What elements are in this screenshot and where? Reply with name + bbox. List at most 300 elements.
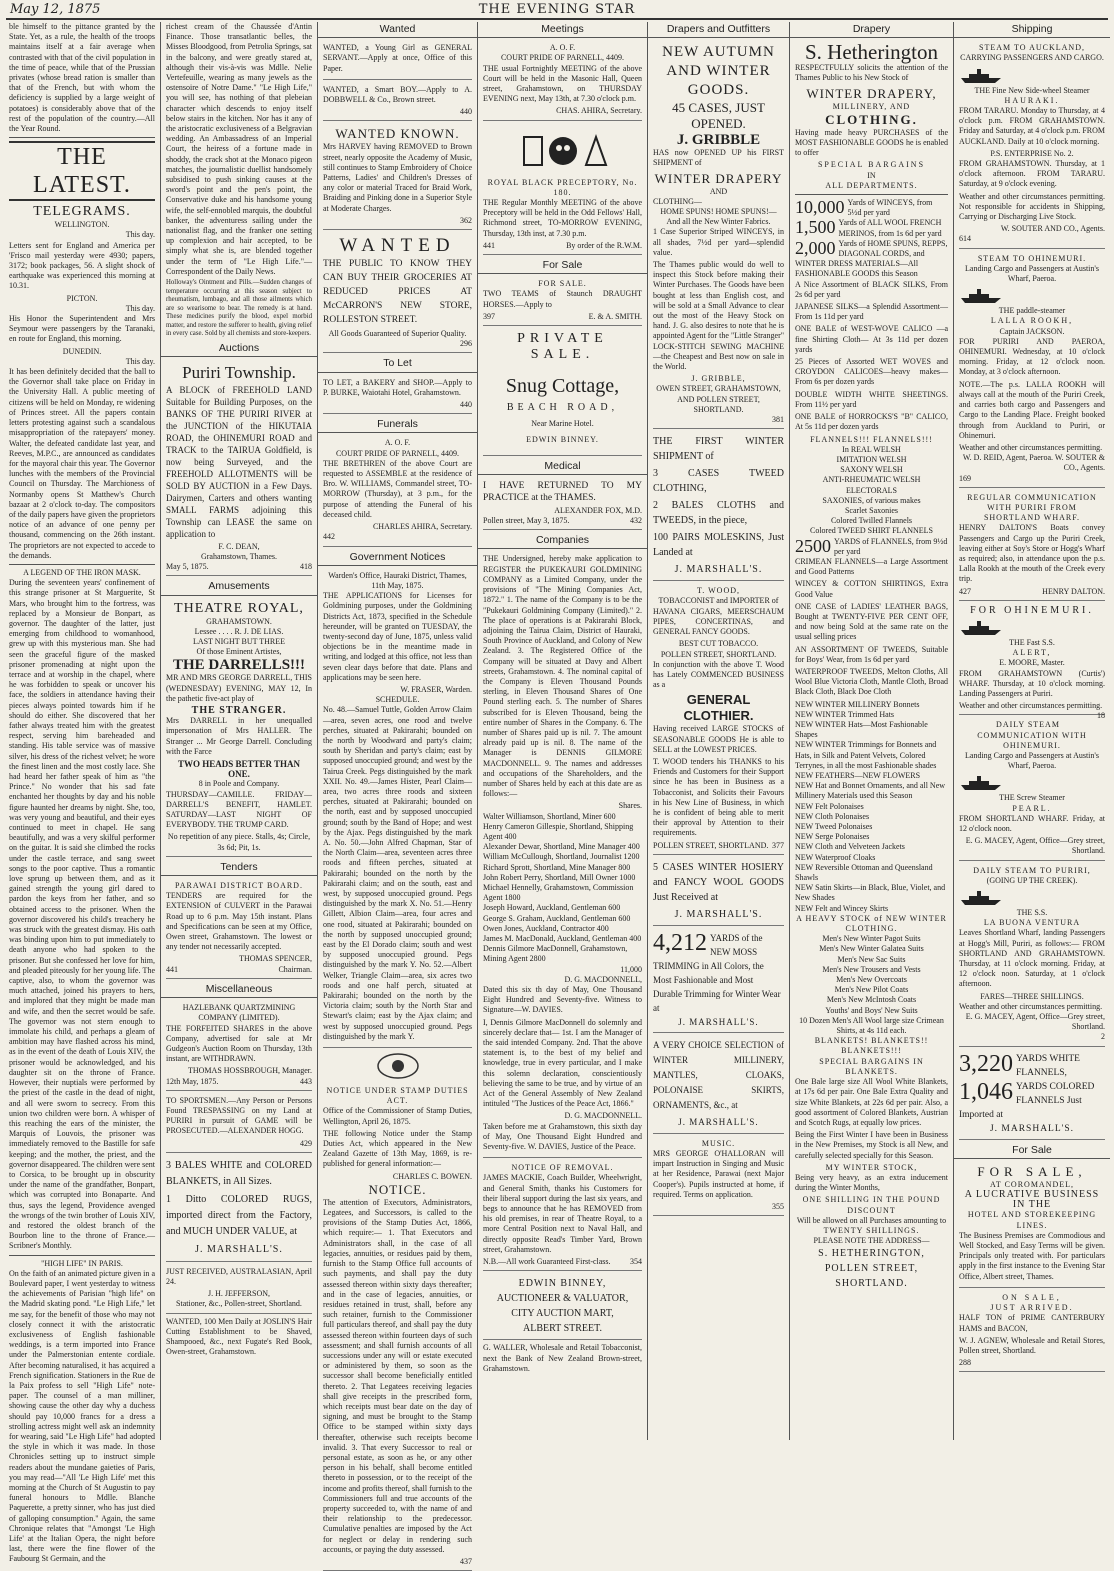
removal-body: JAMES MACKIE, Coach Builder, Wheelwright, and General Smith, thanks his Customers for their liberal support during the last six years, and begs to announce that he has REMOVED from his old premises, in rear of Theatre Royal, to a more Central Position next to Naval Hall, and directly opposite Read's Timber Yard, Brown street, Grahamstown. <box>483 1173 642 1254</box>
section-meetings: Meetings <box>478 22 647 38</box>
best-cut-line: BEST CUT TOBACCO. <box>678 639 759 649</box>
snug-cottage: Snug Cottage, <box>505 375 620 398</box>
marshall-signature: J. MARSHALL'S. <box>195 1243 283 1255</box>
puriri-date: May 5, 1875. <box>166 562 209 572</box>
homespuns-text: Yards of HOME SPUNS, REPPS, DIAGONAL CORDS, and WINTER DRESS MATERIALS—All FASHIONABLE GOODS this Season <box>795 238 948 279</box>
flannels-yards: 2500 <box>795 535 831 556</box>
advert-number: 296 <box>460 339 472 349</box>
hazlebank-date: 12th May, 1875. <box>166 1076 219 1086</box>
hetherington-street: POLLEN STREET, <box>824 1263 919 1275</box>
all-new-line: And all the New Winter Fabrics. <box>666 217 771 227</box>
advert-number: 169 <box>959 473 971 483</box>
menswear-item: Men's New Sac Suits <box>837 954 906 964</box>
coromandel-line: AT COROMANDEL, <box>989 1179 1075 1189</box>
rugs-line: 1 Ditto COLORED RUGS, imported direct from the Factory, and MUCH UNDER VALUE, at <box>166 1193 312 1237</box>
medical-advert <box>483 478 642 530</box>
hauraki-agents: W. SOUTER AND CO., Agents. <box>1000 224 1105 234</box>
pearl-agent: E. G. MACEY, Agent, Office—Grey street, Shortland. <box>965 836 1105 856</box>
menswear-item: Men's New Winter Pagot Suits <box>822 934 921 944</box>
received-line: Having received LARGE STOCKS of SEASONABLE GOODS He is able to SELL at the LOWEST PRICES. <box>653 724 784 754</box>
stamp-signature: CHARLES C. BOWEN. <box>392 1171 472 1181</box>
pearl-heading: DAILY STEAM COMMUNICATION WITH OHINEMURI. <box>977 720 1087 750</box>
home-spuns: HOME SPUNS! HOME SPUNS!— <box>660 207 777 217</box>
flannel-item: SAXONY WELSH <box>840 465 903 475</box>
section-drapery: Drapery <box>790 22 953 38</box>
clothing-line: CLOTHING— <box>653 196 702 206</box>
preceptory-signature: By order of the R.W.M. <box>566 240 642 250</box>
funeral-advert <box>323 436 472 546</box>
blankets-heading: BLANKETS! BLANKETS!! BLANKETS!!! <box>814 1036 929 1056</box>
homespuns-yards: 2,000 <box>795 237 836 258</box>
ohinemuri-sub: Landing Cargo and Passengers at Austin's Wharf, Paeroa. <box>965 263 1099 284</box>
new-goods-item: NEW Cloth Polonaises <box>795 811 870 821</box>
shareholder-list <box>483 812 642 965</box>
wanted-girl-text: WANTED, a Young Girl as GENERAL SERVANT.—Apply at once, Office of this Paper. <box>323 43 472 73</box>
section-drapers: Drapers and Outfitters <box>648 22 789 38</box>
puriri-steam-sub: (GOING UP THE CREEK). <box>986 875 1078 885</box>
new-goods-item: NEW WINTER MILLINERY Bonnets <box>795 699 920 709</box>
crimean-line: CRIMEAN FLANNELS—a Large Assortment and Good Patterns <box>795 556 948 577</box>
moleskins-line: 100 PAIRS MOLESKINS, Just Landed at <box>653 532 784 559</box>
flannels-offer <box>795 537 948 557</box>
puriri-advert <box>166 360 312 577</box>
marshall-signature: J. MARSHALL'S. <box>989 1123 1075 1134</box>
marshall-signature: J. MARSHALL'S. <box>678 1016 759 1027</box>
general-clothier: GENERAL CLOTHIER. <box>683 692 754 724</box>
jefferson-advert <box>166 1265 312 1314</box>
programme: THURSDAY—CAMILLE. FRIDAY—DARRELL'S BENEFIT, HAMLET. SATURDAY—LAST NIGHT OF EVERYBODY. THE TRUMP CARD. <box>166 789 312 830</box>
allowed-line: Will be allowed on all Purchases amounting to <box>796 1215 947 1225</box>
high-life-body: On the faith of an animated picture given in a Boulevard paper, I went yesterday to witness the achievements of Parisian "high life" on the Madrid skating pond. "Le High Life," let me say, for the benefit of those who may not closely connect it with the aristocratic exclusiveness of English fashionable weddings, is a term imported into France under the Palmerstonian entente cordiale. After becoming naturalised, it has acquired a French signification. Stationers in the Rue de la Paix profess to sell "High Life" note-paper. The counsel of a man milliner, showing cause the other day why a duchess should pay 10,000 francs for a dress a strolling actress might well ask an indemnity for wearing, said "Le High Life" had adopted the style in which it was made. In those Chronicles setting up to instruct simple readers about the mundane gaieties of Paris, you may read—"All 'Le High Life' met this morning at the Church of St Augustin to pay funeral honours to Mdlle. Blanche Paquerette, a pretty sinner, who has just died of galloping consumption." Again, the same Chronique relates that "Amongst 'Le High Life' at the Italian Opera, the night before last, there were the fine flower of the Faubourg St Germain, and the <box>9 1268 155 1564</box>
new-goods-item: NEW Reversible Ottoman and Queensland Shawls <box>795 862 933 883</box>
alert-name: ALERT, <box>1012 648 1052 658</box>
coromandel-advert <box>959 1162 1105 1288</box>
section-medical: Medical <box>478 459 647 475</box>
section-miscellaneous: Miscellaneous <box>161 982 317 998</box>
medical-body: I HAVE RETURNED TO MY PRACTICE at the THAMES. <box>483 480 642 503</box>
wanted-boy-advert <box>323 83 472 122</box>
three-cases-line: 3 CASES TWEED CLOTHING, <box>653 468 784 495</box>
marshall-signature: J. MARSHALL'S. <box>674 564 763 576</box>
pukekauri-body: THE Undersigned, hereby make application to REGISTER the PUKEKAURI GOLDMINING COMPANY as a Limited Company, under the provisions of "The Mining Companies Act, 1872." 1. The name of the Company is to be the "Pukekauri Goldmining Company (Limited)." 2. The place of operations is at Pakirarahi Block, adjoining the Tairua Claim, District of Hauraki, South Province of Auckland, and Colony of New Zealand. 3. The Registered Office of the Company will be situated at Davy and Albert streets, Grahamstown. 4. The nominal capital of the Company is Eleven Thousand Pounds sterling, in Eleven Thousand Shares of One Pound sterling each. 5. The number of Shares subscribed for is Eleven Thousand, being the entire number of Shares in the Company. 6. The number of Shares paid up is nil. 7. The amount already paid up is nil. 8. The name of the Manager is DENNIS GILMORE MACDONNELL. 9. The names and addresses and occupations of the Shareholders, and the number of Shares held by each at this date are as follows:— <box>483 554 642 799</box>
blankets-body: One Bale large size All Wool White Blankets, at 17s 6d per pair. One Bale Extra Quality and size White Blankets, at 22s 6d per pair. Also, a good assortment of Colored Blankets, Austrian and Scotch Rugs, at equally low prices. <box>795 1077 948 1127</box>
preceptory-heading: ROYAL BLACK PRECEPTORY, No. 180. <box>487 177 638 197</box>
flannel-item: Colored TWEED SHIRT FLANNELS <box>810 526 933 536</box>
high-life-continuation: richest cream of the Chaussée d'Antin Finance. Those transatlantic belles, the Misses Bloodgood, from Petrolia Springs, sat in the balcony, and were greatly stared at, although their vis-à-vis was Mdlle. Nelie Vertefeuille, wearing as many jewels as the ostensoire of Notre Dame." "Le High Life," you will see, has nothing of that plebeian character which descends to enjoy itself below stairs in the kitchen. Nor has it any of the aristocratic exclusiveness of a Belgravian wedding. An Ambassadress of an Imperial Court, the heiress of a fortune made in shoddy, the crack shot at the Monaco pigeon matches, the journalistic duellist handsomely subsidised to push sinking causes at the sword's point and the pen's point, the Conservative duke and his handsome young wife, the self-ennobled marquis, the doubtful banker, the adventuress sailing under the nationalist flag, and the franker one setting up complexion and hair accepted, to be simply what she is, are blended together under the term of "Le High Life."—Correspondent of the Daily News. <box>166 22 312 276</box>
auckland-sub: CARRYING PASSENGERS AND CARGO. <box>960 53 1104 63</box>
and-line: AND <box>709 186 728 196</box>
binney-mart: CITY AUCTION MART, <box>511 1308 614 1320</box>
holloway-notice: Holloway's Ointment and Pills.—Sudden changes of temperature occurring at this season subject to rheumatism, lumbago, and all those ailments which are so wearisome to bear. The remedy is at hand. These medicines purify the blood, expel morbid matter, and restore the sufferer to health, giving relief in every case. Sold by all chemists and store-keepers. <box>166 279 312 338</box>
music-heading: MUSIC. <box>701 1138 736 1148</box>
shirtings-line: WINCEY & COTTON SHIRTINGS, Extra Good Value <box>795 579 948 599</box>
groceries-body: THE PUBLIC TO KNOW THEY CAN BUY THEIR GROCERIES AT REDUCED PRICES AT McCARRON'S NEW STORE, ROLLESTON STREET. <box>323 259 472 326</box>
address-note: PLEASE NOTE THE ADDRESS— <box>813 1236 930 1246</box>
lalla-intro: THE paddle-steamer <box>998 306 1066 316</box>
wanted-men-advert: WANTED, 100 Men Daily at JOSLIN'S Hair Cutting Establishment to be Shaved, Shampooed, &c., next Fugate's Red Book, Owen-street, Grahamstown. <box>166 1316 312 1357</box>
colored-flannels <box>959 1080 1105 1122</box>
merinos-offer <box>795 218 948 238</box>
schedule-body: No. 48.—Samuel Tuttle, Golden Arrow Claim—area, seven acres, one rood and twelve perches, situated at Pakirarahi; bounded on the north by Woodward and party's claim; south by Sheridan and party's claim; east by supposed unoccupied ground; and west by the Tairua Creek. Pegs distinguished by the mark XXII. No. 49.—James Hister, Pearl Claim—area, two acres three roods and sixteen perches, situated at Pakirarahi; bounded on the north, east and by supposed unoccupied ground; south by the Band of Hope; and west by the Ajax. Pegs distinguished by the mark A. No. 50.—John Alfred Chapman, Star of the North Claim—area, seventeen acres three roods and fifteen perches, situated at Pakirarahi; bounded on the north by the Pakirarahi claim; and on the south, east and west, by supposed unoccupied ground. Pegs distinguished by the mark X. No. 51.—Henry Gillett, Albion Claim—area, four acres and one rood, situated at Pakirarahi; bounded on the north by supposed unoccupied ground; east by the El Dorado claim; south and west by supposed unoccupied ground. Pegs distinguished by the mark Y. No. 52.—Albert Welker, Triangle Claim—area, six acres two roods and one half perch, situated at Pakirarahi; bounded on the north by the Victoria claim; south by the North Star and Stewart's claim; east by the Ajax claim; and west by supposed unoccupied ground. Pegs distinguished by the mark Y. <box>323 705 472 1041</box>
page-header <box>0 0 1114 22</box>
new-goods-list <box>795 700 948 914</box>
dateline-day: This day. <box>125 356 155 366</box>
cottage-signature: EDWIN BINNEY. <box>526 435 599 445</box>
engagement-line: Of those Eminent Artistes, <box>196 647 282 657</box>
auckland-heading: STEAM TO AUCKLAND, <box>979 43 1085 53</box>
dateline-day: This day. <box>125 303 155 313</box>
new-goods-item: NEW Satin Skirts—in Black, Blue, Violet, and New Shades <box>795 883 946 903</box>
shareholder-entry: Owen Jones, Auckland, Contractor 400 <box>483 923 609 933</box>
millinery-text: A VERY CHOICE SELECTION of WINTER MILLINERY, MANTLES, CLOAKS, POLONAISE SKIRTS, ORNAMENTS, &c., at <box>653 1039 784 1110</box>
shareholder-entry: George S. Graham, Auckland, Gentleman 600 <box>483 913 631 923</box>
advert-number: 288 <box>959 1358 971 1368</box>
flannel-item: In REAL WELSH <box>842 444 901 454</box>
advert-number: 432 <box>630 516 642 526</box>
high-life-title: "HIGH LIFE" IN PARIS. <box>41 1258 123 1268</box>
hauraki-advert <box>959 41 1105 248</box>
gribble-advert <box>653 41 784 429</box>
hetherington-signature: S. HETHERINGTON, <box>818 1248 925 1260</box>
music-advert <box>653 1137 784 1216</box>
pukekauri-dated: Dated this six th day of May, One Thousand Eight Hundred and Seventy-five. Witness to Signature—W. DAVIES. <box>483 985 642 1015</box>
column-drapery <box>790 22 954 1440</box>
divider <box>9 137 155 138</box>
gribble-address: OWEN STREET, GRAHAMSTOWN, <box>656 384 781 394</box>
section-for-sale: For Sale <box>954 1143 1110 1159</box>
puriri-steam-heading: DAILY STEAM TO PURIRI, <box>973 865 1091 875</box>
steamer-icon <box>959 66 1003 84</box>
gribble-name: J. GRIBBLE <box>676 132 761 149</box>
stamp-body: THE following Notice under the Stamp Duties Act, which appeared in the New Zealand Gazette of 13th May, 1869, is re-published for general information:— <box>323 1128 472 1169</box>
dalton-signature: HENRY DALTON. <box>1042 586 1105 596</box>
lessee-line: Lessee . . . . R. J. DE LIAS. <box>194 626 284 636</box>
bakery-advert <box>323 376 472 415</box>
wanted-known-body: Mrs HARVEY having REMOVED to Brown street, nearly opposite the Academy of Music, still continues to Stamp Embroidery of Choice Patterns, Ladies' and Children's Dresses of any color or material Traced for Braid Work, Braiding and Pinking done in a Superior Style at Moderate Charges. <box>323 142 472 213</box>
buona-fares: FARES—THREE SHILLINGS. <box>980 991 1084 1001</box>
wincey-line: 1 Case Superior Striped WINCEYS, in all shades, 7½d per yard—splendid value. <box>653 227 784 257</box>
flannels-heading: FLANNELS!!! FLANNELS!!! <box>810 434 933 444</box>
shareholder-entry: Richard Sprott, Shortland, Mine Manager 800 <box>483 862 631 872</box>
telegram-picton: His Honor the Superintendent and Mrs Seymour were passengers by the Taranaki, en route for England, this morning. <box>9 314 155 344</box>
section-wanted: Wanted <box>318 22 477 38</box>
horses-advert <box>483 277 642 326</box>
new-goods-item: NEW Felt and Wincey Skirts <box>795 903 889 913</box>
jefferson-name: J. H. JEFFERSON, <box>207 1289 270 1299</box>
shareholder-entry: Henry Cameron Gillespie, Shortland, Shipping Agent 400 <box>483 821 634 841</box>
hotel-line: HOTEL AND STOREKEEPING LINES. <box>967 1210 1097 1230</box>
winceys-offer <box>795 198 948 218</box>
gribble-intro: HAS now OPENED UP his FIRST SHIPMENT of <box>653 148 784 168</box>
new-goods-item: NEW Serge Polonaises <box>795 832 870 842</box>
advert-number: 355 <box>772 1201 784 1211</box>
shareholder-entry: Alexander Dewar, Shortland, Mine Manager 400 <box>483 842 640 852</box>
telegram-wellington: Letters sent for England and America per 'Frisco mail yesterday were 4930; papers, 3172; book packages, 56. A slight shock of earthquake was experienced this morning at 10.31. <box>9 240 155 291</box>
blankets-advert <box>166 1156 312 1262</box>
steamer-icon <box>959 888 1003 906</box>
tobacconist-line: TOBACCONIST and IMPORTER of <box>658 596 779 606</box>
hazlebank-heading: HAZLEBANK QUARTZMINING COMPANY (LIMITED). <box>182 1003 296 1023</box>
column-wanted <box>318 22 478 1566</box>
new-goods-item: NEW Tweed Polonaises <box>795 822 873 832</box>
menswear-list <box>795 934 948 1036</box>
stamp-notice <box>323 1084 472 1571</box>
premises-note: Being the First Winter I have been in Business in the New Premises, my Stock is all New, and carefully selected specially for this Season. <box>795 1130 948 1160</box>
binney-advert <box>483 1274 642 1340</box>
shareholder-entry: Walter Williamson, Shortland, Miner 600 <box>483 811 616 821</box>
flannel-item: Scarlet Saxonies <box>844 505 899 515</box>
white-text: YARDS WHITE FLANNELS, <box>1016 1053 1080 1078</box>
enterprise-heading: P.S. ENTERPRISE No. 2. <box>990 148 1074 158</box>
advert-number: 18 <box>1097 711 1105 721</box>
advert-number: 440 <box>460 107 472 117</box>
parawai-role: Chairman. <box>278 964 312 974</box>
preceptory-meeting <box>483 124 642 255</box>
steamer-icon <box>959 773 1003 791</box>
section-for-sale: For Sale <box>478 258 647 274</box>
wanted-girl-advert <box>323 41 472 80</box>
binney-role: AUCTIONEER & VALUATOR, <box>496 1293 629 1305</box>
moss-trimming-text: YARDS of the NEW MOSS TRIMMING in All Colors, the Most Fashionable and Most Durable Trimming for Winter Wear at <box>653 932 781 1013</box>
flannel-item: IMITATION WELSH <box>836 454 907 464</box>
column-drapers <box>648 22 790 1440</box>
masonic-emblem <box>518 129 608 175</box>
buona-conditions: Weather and other circumstances permitting. <box>959 1001 1103 1011</box>
theatre-location: GRAHAMSTOWN. <box>206 616 272 626</box>
divider <box>9 1255 155 1256</box>
section-to-let: To Let <box>318 356 477 372</box>
lalla-captain: Captain JACKSON. <box>999 326 1065 336</box>
for-sale-heading: FOR SALE, <box>977 1163 1087 1179</box>
removal-note: N.B.—All work Guaranteed First-class. <box>483 1257 611 1267</box>
advert-number: 429 <box>300 1138 312 1148</box>
stamp-sub: Office of the Commissioner of Stamp Duties, Wellington, April 26, 1875. <box>323 1106 472 1126</box>
theatre-advert <box>166 599 312 857</box>
menswear-item: Men's New Winter Galatea Suits <box>819 944 924 954</box>
homespuns-offer <box>795 239 948 280</box>
wanted-known-advert <box>323 124 472 230</box>
hams-advert <box>959 1291 1105 1372</box>
section-government-notices: Government Notices <box>318 550 477 566</box>
bags-line: ONE CASE of LADIES' LEATHER BAGS, Bought at TWENTY-FIVE PER CENT OFF, and now being Sold at the same rate on the usual selling prices <box>795 601 948 642</box>
notice-body: The attention of Executors, Administrators, Legatees, and Successors, is called to the provisions of the Stamp Duties Act, 1866, which require:— 1. That Executors and Administrators shall, in the case of all legacies, annuities, or residues paid by them, furnish to the Stamp Office full accounts of such payments, and shall pay the duty assessed thereon within sixty days thereafter; and in the case of legacies, annuities, or residues retained in trust, shall, before any such retainer, furnish to the Commissioner full particulars thereof, and shall pay the duty assessed thereon within fourteen days of such assessment; and shall furnish accounts of all successions under any will or estate executed or administered by them, so soon as the successor shall become beneficially entitled thereto. 2. That Legatees receiving legacies shall give receipts in the prescribed form, which receipts must bear date on the day of signing, and must be brought to the Stamp Office to be stamped within sixty days thereafter, otherwise such receipts become invalid. 3. That every Successor to real or personal estate, as soon as he, or any other person in his behalf, shall become entitled thereto in possession, or to the receipt of the income and profits thereof, shall furnish to the Commissioners full and true accounts of the property succeeded to, with the name of and their relationship to the predecessor. Cumulative penalties are imposed by the Act for neglect or delay in rendering such accounts, or paying the duty assessed. <box>323 1197 472 1554</box>
warden-body: THE APPLICATIONS for Licenses for Goldmining purposes, under the Goldmining Districts Act, 1873, specified in the Schedule hereunder, will be granted on TUESDAY, the twenty-second day of June, 1875, unless valid objections be in the meantime made in writing, and lodged at this office, not less than seven clear days before that date. Plans and applications may be seen here. <box>323 591 472 682</box>
hams-line: HALF TON of PRIME CANTERBURY HAMS and BACON, <box>959 1313 1105 1333</box>
music-body: MRS GEORGE O'HALLORAN will impart Instruction in Singing and Music at her Residence, Parawai (next Major Cooper's). Pupils instructed at home, if required. Terms on application. <box>653 1148 784 1199</box>
flannel-list <box>795 445 948 537</box>
in-line: IN <box>867 170 876 180</box>
agnew-signature: W. J. AGNEW, Wholesale and Retail Stores, Pollen street, Shortland. <box>959 1335 1105 1355</box>
just-received: JUST RECEIVED, AUSTRALASIAN, April 24. <box>166 1266 312 1286</box>
pukekauri-notice <box>483 552 642 1158</box>
declaration-taken: Taken before me at Grahamstown, this sixth day of May, One Thousand Eight Hundred and Seventy-five. W. DAVIES, Justice of the Peace. <box>483 1121 642 1152</box>
lalla-note: NOTE.—The p.s. LALLA ROOKH will always call at the mouth of the Puriri Creek, and carries both cargo and Passengers and Cargo to the Landing Place. Freight booked through from Auckland to Puriri, or Ohinemuri. <box>959 379 1105 440</box>
parawai-advert <box>166 879 312 979</box>
advert-number: 354 <box>630 1257 642 1267</box>
horrocks-line: ONE BALE of HORROCKS'S "B" CALICO, At 5s 11d per dozen yards <box>795 412 948 432</box>
on-sale: ON SALE, <box>1002 1292 1062 1302</box>
colored-yards: 1,046 <box>959 1078 1013 1105</box>
hosiery-line: 5 CASES WINTER HOSIERY and FANCY WOOL GOODS Just Received at <box>653 861 784 903</box>
wood-address: POLLEN STREET, SHORTLAND. <box>660 649 777 659</box>
removal-heading: NOTICE OF REMOVAL. <box>511 1163 614 1173</box>
dateline-dunedin: DUNEDIN. <box>62 346 102 356</box>
pearl-name: PEARL. <box>1012 803 1052 813</box>
advert-number: 362 <box>460 215 472 225</box>
alert-intro: THE Fast S.S. <box>1009 637 1055 647</box>
winceys-yards: 10,000 <box>795 197 845 218</box>
aof-meeting <box>483 41 642 120</box>
hetherington-intro: RESPECTFULLY solicits the attention of the Thames Public to his New Stock of <box>795 63 948 83</box>
white-yards: 3,220 <box>959 1050 1013 1077</box>
funeral-court: COURT PRIDE OF PARNELL, 4409. <box>335 448 460 458</box>
white-flannels <box>959 1052 1105 1080</box>
merinos-yards: 1,500 <box>795 217 836 238</box>
flannels-text: YARDS of FLANNELS, from 9½d per yard <box>834 536 948 556</box>
section-funerals: Funerals <box>318 417 477 433</box>
issue-date: May 12, 1875 <box>10 2 101 17</box>
conjunction-line: In conjunction with the above T. Wood has Lately COMMENCED BUSINESS as a <box>653 659 784 690</box>
buona-ventura-advert <box>959 864 1105 1047</box>
flannel-item: Colored Twilled Flannels <box>830 516 913 526</box>
private-sale-heading: PRIVATE SALE. <box>517 331 608 363</box>
wanted-known-heading: WANTED KNOWN. <box>335 126 460 142</box>
buona-schedule: Leaves Shortland Wharf, landing Passengers at Hogg's Mill, Puriri, as follows:— FROM SHORTLAND AND GRAHAMSTOWN. Thursday, at 11 o'clock morning. Friday, at 12 o'clock noon. Saturday, at 1 o'clock afternoon. <box>959 928 1105 989</box>
all-departments: ALL DEPARTMENTS. <box>825 180 918 190</box>
article-continuation: ble himself to the pittance granted by the State. Yet, as a rule, the health of the troops maintains itself at a fair average when contrasted with that of the civil population in the time of peace, while that of the Prussian privates (whose bread ration is smaller than that of the French, but with whom the deficiency is supplied by a large weight of potatoes) is considerably above that of the rest of the population of the country.—All the Year Round. <box>9 22 155 134</box>
stranger-heading: THE STRANGER. <box>191 705 287 717</box>
merinos-text: Yards of ALL WOOL FRENCH MERINOS, from 1s 6d per yard <box>838 218 942 238</box>
pearl-schedule: FROM SHORTLAND WHARF. Friday, at 12 o'clock noon. <box>959 813 1105 833</box>
waller-advert: G. WALLER, Wholesale and Retail Tobacconist, next the Bank of New Zealand Brown-street, Grahamstown. <box>483 1343 642 1373</box>
warden-signature: W. FRASER, Warden. <box>400 684 472 694</box>
medical-place: Pollen street, May 3, 1875. <box>483 516 570 526</box>
black-silks: A Nice Assortment of BLACK SILKS, From 2s 6d per yard <box>795 279 948 299</box>
my-winter-stock: MY WINTER STOCK, <box>825 1162 918 1172</box>
alert-heading: FOR OHINEMURI. <box>970 604 1094 616</box>
menswear-item: Men's New McIntosh Coats <box>826 995 917 1005</box>
new-goods-item: NEW Waterproof Cloaks <box>795 852 876 862</box>
hauraki-intro: THE Fine New Side-wheel Steamer <box>974 85 1090 95</box>
pearl-sub: Landing Cargo and Passengers at Austin's Wharf, Paeroa. <box>965 750 1099 771</box>
menswear-item: Men's New Pilot Coats <box>834 985 909 995</box>
hetherington-town: SHORTLAND. <box>835 1278 908 1290</box>
cases-opened: 45 CASES, JUST OPENED. <box>672 100 765 132</box>
menswear-item: 10 Dozen Men's All Wool large size Crimean Shirts, at 4s 11d each. <box>799 1015 944 1036</box>
puriri-signature: F. C. DEAN, <box>218 541 260 551</box>
tweeds-line: AN ASSORTMENT OF TWEEDS, Suitable for Boys' Wear, from 1s 6d per yard <box>795 644 948 664</box>
calico-line: ONE BALE of WEST-WOVE CALICO —a fine Shirting Cloth— At 3s 11d per dozen yards <box>795 324 948 354</box>
first-winter-line: THE FIRST WINTER SHIPMENT of <box>653 436 784 463</box>
marshall-signature: J. MARSHALL'S. <box>678 1116 759 1127</box>
new-goods-item: NEW FEATHERS—NEW FLOWERS <box>795 771 921 780</box>
parawai-signature: THOMAS SPENCER, <box>239 954 312 964</box>
binney-name: EDWIN BINNEY, <box>518 1278 607 1290</box>
menswear-item: Men's New Overcoats <box>836 975 907 985</box>
binney-street: ALBERT STREET. <box>522 1323 603 1335</box>
flannels-advert <box>959 1050 1105 1140</box>
wove-line: 25 Pieces of Assorted WET WOVES and CROYDON CALICOES—heavy makes— From 6s per dozen yards <box>795 357 948 387</box>
hazlebank-advert <box>166 1001 312 1091</box>
column-auctions <box>161 22 318 1440</box>
enterprise-schedule: FROM GRAHAMSTOWN. Thursday, at 1 o'clock afternoon. FROM TARARU. Saturday, at 9 o'clock evening. <box>959 159 1105 189</box>
colored-text: YARDS COLORED FLANNELS Just Imported at <box>959 1081 1095 1120</box>
beach-road: BEACH ROAD, <box>506 402 619 414</box>
lalla-agents: W. D. REID, Agent, Paeroa. W. SOUTER & CO., Agents. <box>962 453 1105 473</box>
header-rule <box>6 18 1108 20</box>
telegrams-heading: TELEGRAMS. <box>33 204 131 220</box>
legend-title: A LEGEND OF THE IRON MASK. <box>23 567 141 577</box>
lalla-schedule: FOR PURIRI AND PAEROA, OHINEMURI. Wednesday, at 10 o'clock morning. Friday, at 12 o'clock noon. Monday, at 3 o'clock afternoon. <box>959 336 1105 377</box>
twenty-shillings: TWENTY SHILLINGS. <box>823 1225 920 1235</box>
buona-intro: THE S.S. <box>1016 908 1048 918</box>
menswear-item: Youths' and Boys' New Suits <box>825 1005 918 1015</box>
buona-agent: E. G. MACEY, Agent, Office—Grey street, Shortland. <box>965 1012 1105 1032</box>
sheetings-line: DOUBLE WIDTH WHITE SHEETINGS. From 11½ per yard <box>795 389 948 409</box>
sportsmen-advert <box>166 1094 312 1153</box>
winter-drapery: WINTER DRAPERY <box>654 170 783 186</box>
funeral-body: THE BRETHREN of the above Court are requested to ASSEMBLE at the residence of Bro. W. WILLIAMS, Commandel street, TO-MORROW (Thursday), at 3 p.m., for the purpose of attending the Funeral of his deceased child. <box>323 458 472 519</box>
buona-name: LA BUONA VENTURA <box>983 918 1081 928</box>
prices: No repetition of any piece. Stalls, 4s; Circle, 3s 6d; Pit, 1s. <box>167 832 311 852</box>
gribble-body: The Thames public would do well to inspect this Stock before making their Winter Purchases. The Goods have been bought at less than English cost, and will be sold at a Small Advance to clear out the most of the Heavy Stock on hand. J. G. also desires to note that he is appointed Agent for the "Little Stranger" LOCK-STITCH SEWING MACHINE —the Cheapest and Best now on sale in the World. <box>653 260 784 372</box>
flannel-item: SAXONIES, of various makes <box>822 495 921 505</box>
hauraki-conditions: Weather and other circumstances permitting. Not responsible for accidents in Shipping, Carrying or Discharging Live Stock. <box>959 191 1105 222</box>
medical-signature: ALEXANDER FOX, M.D. <box>554 505 642 515</box>
marshall-clothing-advert <box>653 432 784 581</box>
coromandel-body: The Business Premises are Commodious and Well Stocked, and Easy Terms will be given. Principals only treated with. For particulars apply in the first instance to the Evening Star Office, Albert street, Thames. <box>959 1230 1105 1281</box>
lucrative-line: A LUCRATIVE BUSINESS IN THE <box>964 1189 1100 1211</box>
column-meetings <box>478 22 648 1440</box>
bales-line: 3 BALES WHITE and COLORED BLANKETS, in All Sizes. <box>166 1159 312 1187</box>
hetherington-heading: S. Hetherington <box>805 40 938 65</box>
japanese-silks: JAPANESE SILKS—a Splendid Assortment—From 1s 11d per yard <box>795 302 948 322</box>
dalton-advert <box>959 491 1105 601</box>
dateline-wellington: WELLINGTON. <box>54 220 110 230</box>
hosiery-advert <box>653 858 784 926</box>
funeral-signature: CHARLES AHIRA, Secretary. <box>372 522 472 532</box>
wood-advert <box>653 584 784 854</box>
jefferson-address: Stationer, &c., Pollen-street, Shortland. <box>176 1299 302 1309</box>
last-night: LAST NIGHT BUT THREE <box>192 637 286 646</box>
warden-heading: Warden's Office, Hauraki District, Thames, 11th May, 1875. <box>328 570 467 590</box>
winter-drapery: WINTER DRAPERY, <box>806 85 937 101</box>
advert-number: 440 <box>460 400 472 410</box>
advert-number: 437 <box>460 1556 472 1566</box>
section-amusements: Amusements <box>161 579 317 595</box>
millinery-advert <box>653 1036 784 1134</box>
divider <box>795 194 948 195</box>
column-shipping <box>954 22 1110 1440</box>
new-goods-item: NEW Hat and Bonnet Ornaments, and all New Millinery Materials used this Season <box>795 781 946 801</box>
shareholder-entry: William McCullough, Shortland, Journalist 1200 <box>483 852 640 862</box>
removal-notice <box>483 1161 642 1271</box>
new-goods-item: NEW WINTER Hats—Most Fashionable Shapes <box>795 719 928 740</box>
warden-notice <box>323 569 472 1048</box>
advert-number: 377 <box>772 840 784 850</box>
shares-total: 11,000 <box>620 964 642 974</box>
special-bargains: SPECIAL BARGAINS <box>817 160 926 170</box>
theatre-heading: THEATRE ROYAL, <box>174 600 304 616</box>
parawai-heading: PARAWAI DISTRICT BOARD. <box>175 881 303 891</box>
dalton-heading: REGULAR COMMUNICATION WITH PURIRI FROM SHORTLAND WHARF. <box>967 492 1097 523</box>
near-hotel: Near Marine Hotel. <box>531 419 594 429</box>
wanted-boy-text: WANTED, a Smart BOY.—Apply to A. DOBBWELL & Co., Brown street. <box>323 84 472 105</box>
alert-conditions: Weather and other circumstances permitting. <box>959 701 1103 711</box>
advert-number: 614 <box>959 234 971 244</box>
advert-number: 2 <box>1101 1032 1105 1042</box>
cottage-advert <box>483 329 642 456</box>
